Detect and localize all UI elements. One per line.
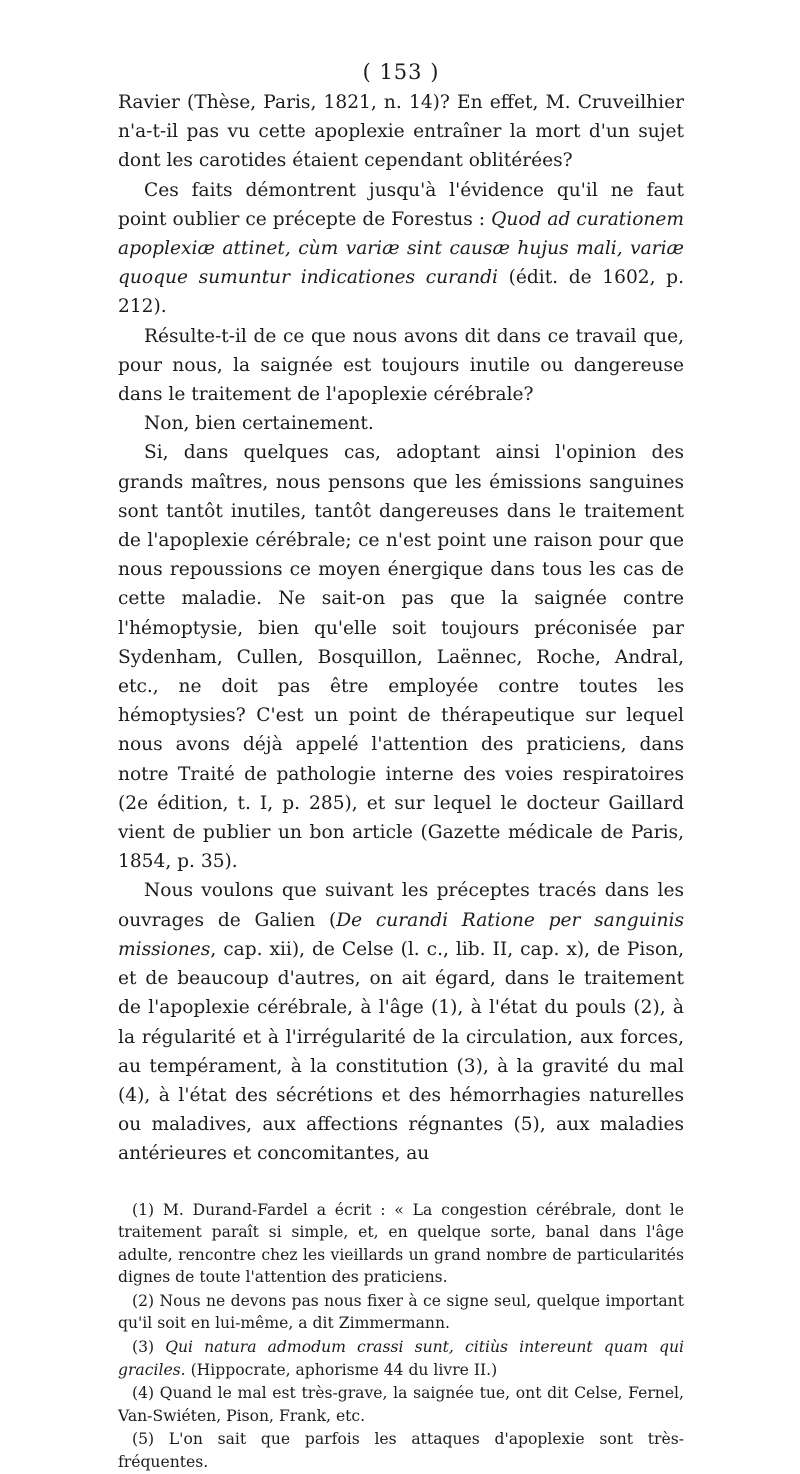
paragraph-hemoptysie bbox=[118, 438, 684, 876]
footnote-text: (1) M. Durand-Fardel a écrit : « La congestion cérébrale, dont le traitement paraît si simple, et, en quelque sorte, banal dans l'âge adulte, rencontre chez les vieillards un grand nombre de particularités dignes de toute l'attention des praticiens. bbox=[118, 1200, 684, 1287]
footnote-3 bbox=[118, 1336, 684, 1381]
paragraph-answer bbox=[118, 409, 684, 438]
latin-quotation: Quod ad curationem apoplexiæ attinet, cùm variæ sint causæ hujus mali, variæ quoque sumuntur indicationes curandi bbox=[118, 208, 684, 289]
paragraph-forestus bbox=[118, 176, 684, 322]
footnote-2 bbox=[118, 1290, 684, 1335]
text-segment: Ces faits démontrent jusqu'à l'évidence qu'il ne faut point oublier ce précepte de Forestus : bbox=[118, 179, 684, 230]
footnote-4 bbox=[118, 1382, 684, 1427]
page-number: ( 153 ) bbox=[362, 60, 440, 84]
main-text bbox=[118, 88, 684, 1169]
text-segment: (édit. de 1602, p. 212). bbox=[118, 267, 684, 318]
footnote-1 bbox=[118, 1199, 684, 1289]
footnote-text: (3) bbox=[132, 1338, 166, 1357]
footnote-text: (4) Quand le mal est très-grave, la saignée tue, ont dit Celse, Fernel, Van-Swiéten, Pison, Frank, etc. bbox=[118, 1384, 684, 1425]
latin-aphorism: Qui natura admodum crassi sunt, citiùs intereunt quam qui graciles. bbox=[118, 1338, 685, 1379]
paragraph-galien bbox=[118, 876, 684, 1168]
text-segment: Non, bien certainement. bbox=[144, 413, 374, 435]
latin-title: De curandi Ratione per sanguinis missiones bbox=[118, 909, 684, 960]
text-segment: , cap. xii), de Celse (l. c., lib. II, cap. x), de Pison, et de beaucoup d'autres, on ait égard, dans le traitement de l'apoplexie cérébrale, à l'âge (1), à l'état du pouls (2), à la régularité et à l'irrégularité de la circulation, aux forces, au tempérament, à la constitution (3), à la gravité du mal (4), à l'état des sécrétions et des hémorrhagies naturelles ou maladives, aux affections régnantes (5), aux maladies antérieures et concomitantes, au bbox=[118, 938, 684, 1165]
text-segment: Ravier (Thèse, Paris, 1821, n. 14)? En effet, M. Cruveilhier n'a-t-il pas vu cette apoplexie entraîner la mort d'un sujet dont les carotides étaient cependant oblitérées? bbox=[118, 92, 684, 172]
text-segment: Si, dans quelques cas, adoptant ainsi l'opinion des grands maîtres, nous pensons que les émissions sanguines sont tantôt inutiles, tantôt dangereuses dans le traitement de l'apoplexie cérébrale; ce n'est point une raison pour que nous repoussions ce moyen énergique dans tous les cas de cette maladie. Ne sait-on pas que la saignée contre l'hémoptysie, bien qu'elle soit toujours préconisée par Sydenham, Cullen, Bosquillon, Laënnec, Roche, Andral, etc., ne doit pas être employée contre toutes les hémoptysies? C'est un point de thérapeutique sur lequel nous avons déjà appelé l'attention des praticiens, dans notre Traité de pathologie interne des voies respiratoires (2e édition, t. I, p. 285), et sur lequel le docteur Gaillard vient de publier un bon article (Gazette médicale de Paris, 1854, p. 35). bbox=[118, 442, 684, 873]
footnote-text: (2) Nous ne devons pas nous fixer à ce signe seul, quelque important qu'il soit en lui-même, a dit Zimmermann. bbox=[118, 1291, 684, 1333]
text-segment: Résulte-t-il de ce que nous avons dit dans ce travail que, pour nous, la saignée est toujours inutile ou dangereuse dans le traitement de l'apoplexie cérébrale? bbox=[118, 325, 684, 406]
text-segment: Nous voulons que suivant les préceptes tracés dans les ouvrages de Galien ( bbox=[118, 880, 684, 931]
footnote-text: (Hippocrate, aphorisme 44 du livre II.) bbox=[185, 1360, 498, 1379]
paragraph-question bbox=[118, 322, 684, 410]
footnote-text: (5) L'on sait que parfois les attaques d'apoplexie sont très-fréquentes. bbox=[118, 1430, 684, 1472]
footnote-5 bbox=[118, 1428, 684, 1473]
footnotes bbox=[118, 1199, 684, 1474]
paragraph-continuation bbox=[118, 88, 684, 176]
